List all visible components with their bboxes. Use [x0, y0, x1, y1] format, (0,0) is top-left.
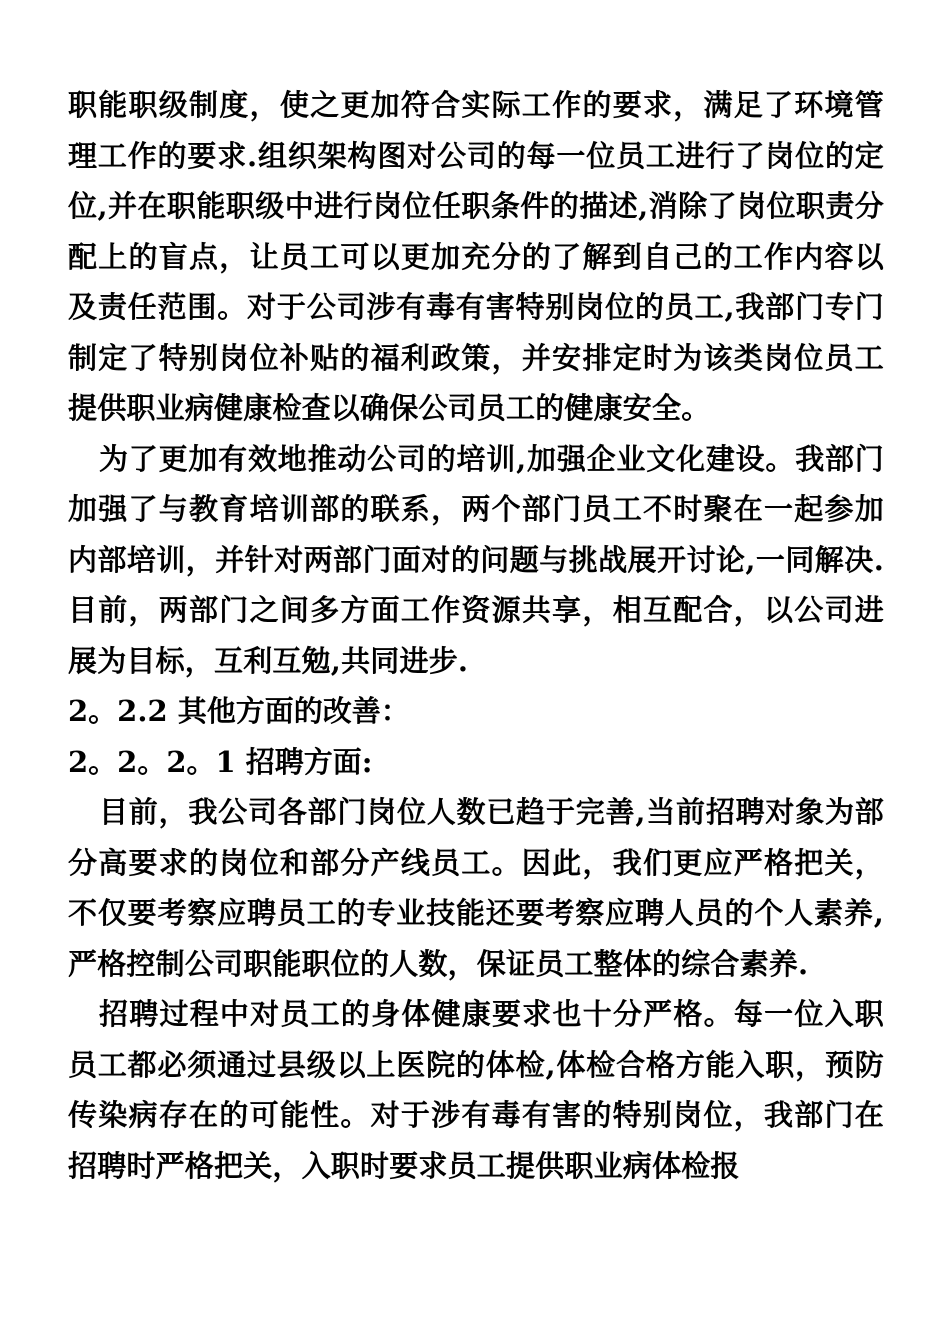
paragraph-training: 为了更加有效地推动公司的培训,加强企业文化建设。我部门加强了与教育培训部的联系，两个部门员工不时聚在一起参加内部培训，并针对两部门面对的问题与挑战展开讨论,一同解决.目前，两部门之间多方面工作资源共享，相互配合，以公司进展为目标，互利互勉,共同进步.	[68, 441, 884, 678]
section-heading-recruitment: 2。2。2。1 招聘方面:	[68, 744, 373, 779]
paragraph-recruitment-targets: 目前，我公司各部门岗位人数已趋于完善,当前招聘对象为部分高要求的岗位和部分产线员工。因此，我们更应严格把关，不仅要考察应聘员工的专业技能还要考察应聘人员的个人素养,严格控制公司职能职位的人数，保证员工整体的综合素养.	[68, 795, 884, 981]
paragraph-health-requirements: 招聘过程中对员工的身体健康要求也十分严格。每一位入职员工都必须通过县级以上医院的体检,体检合格方能入职，预防传染病存在的可能性。对于涉有毒有害的特别岗位，我部门在招聘时严格把关，入职时要求员工提供职业病体检报	[68, 997, 884, 1183]
paragraph-org-structure: 职能职级制度，使之更加符合实际工作的要求，满足了环境管理工作的要求.组织架构图对公司的每一位员工进行了岗位的定位,并在职能职级中进行岗位任职条件的描述,消除了岗位职责分配上的盲点，让员工可以更加充分的了解到自己的工作内容以及责任范围。对于公司涉有毒有害特别岗位的员工,我部门专门制定了特别岗位补贴的福利政策，并安排定时为该类岗位员工提供职业病健康检查以确保公司员工的健康安全。	[68, 88, 884, 425]
document-page	[68, 80, 884, 1191]
section-heading-other-improvements: 2。2.2 其他方面的改善：	[68, 694, 410, 728]
